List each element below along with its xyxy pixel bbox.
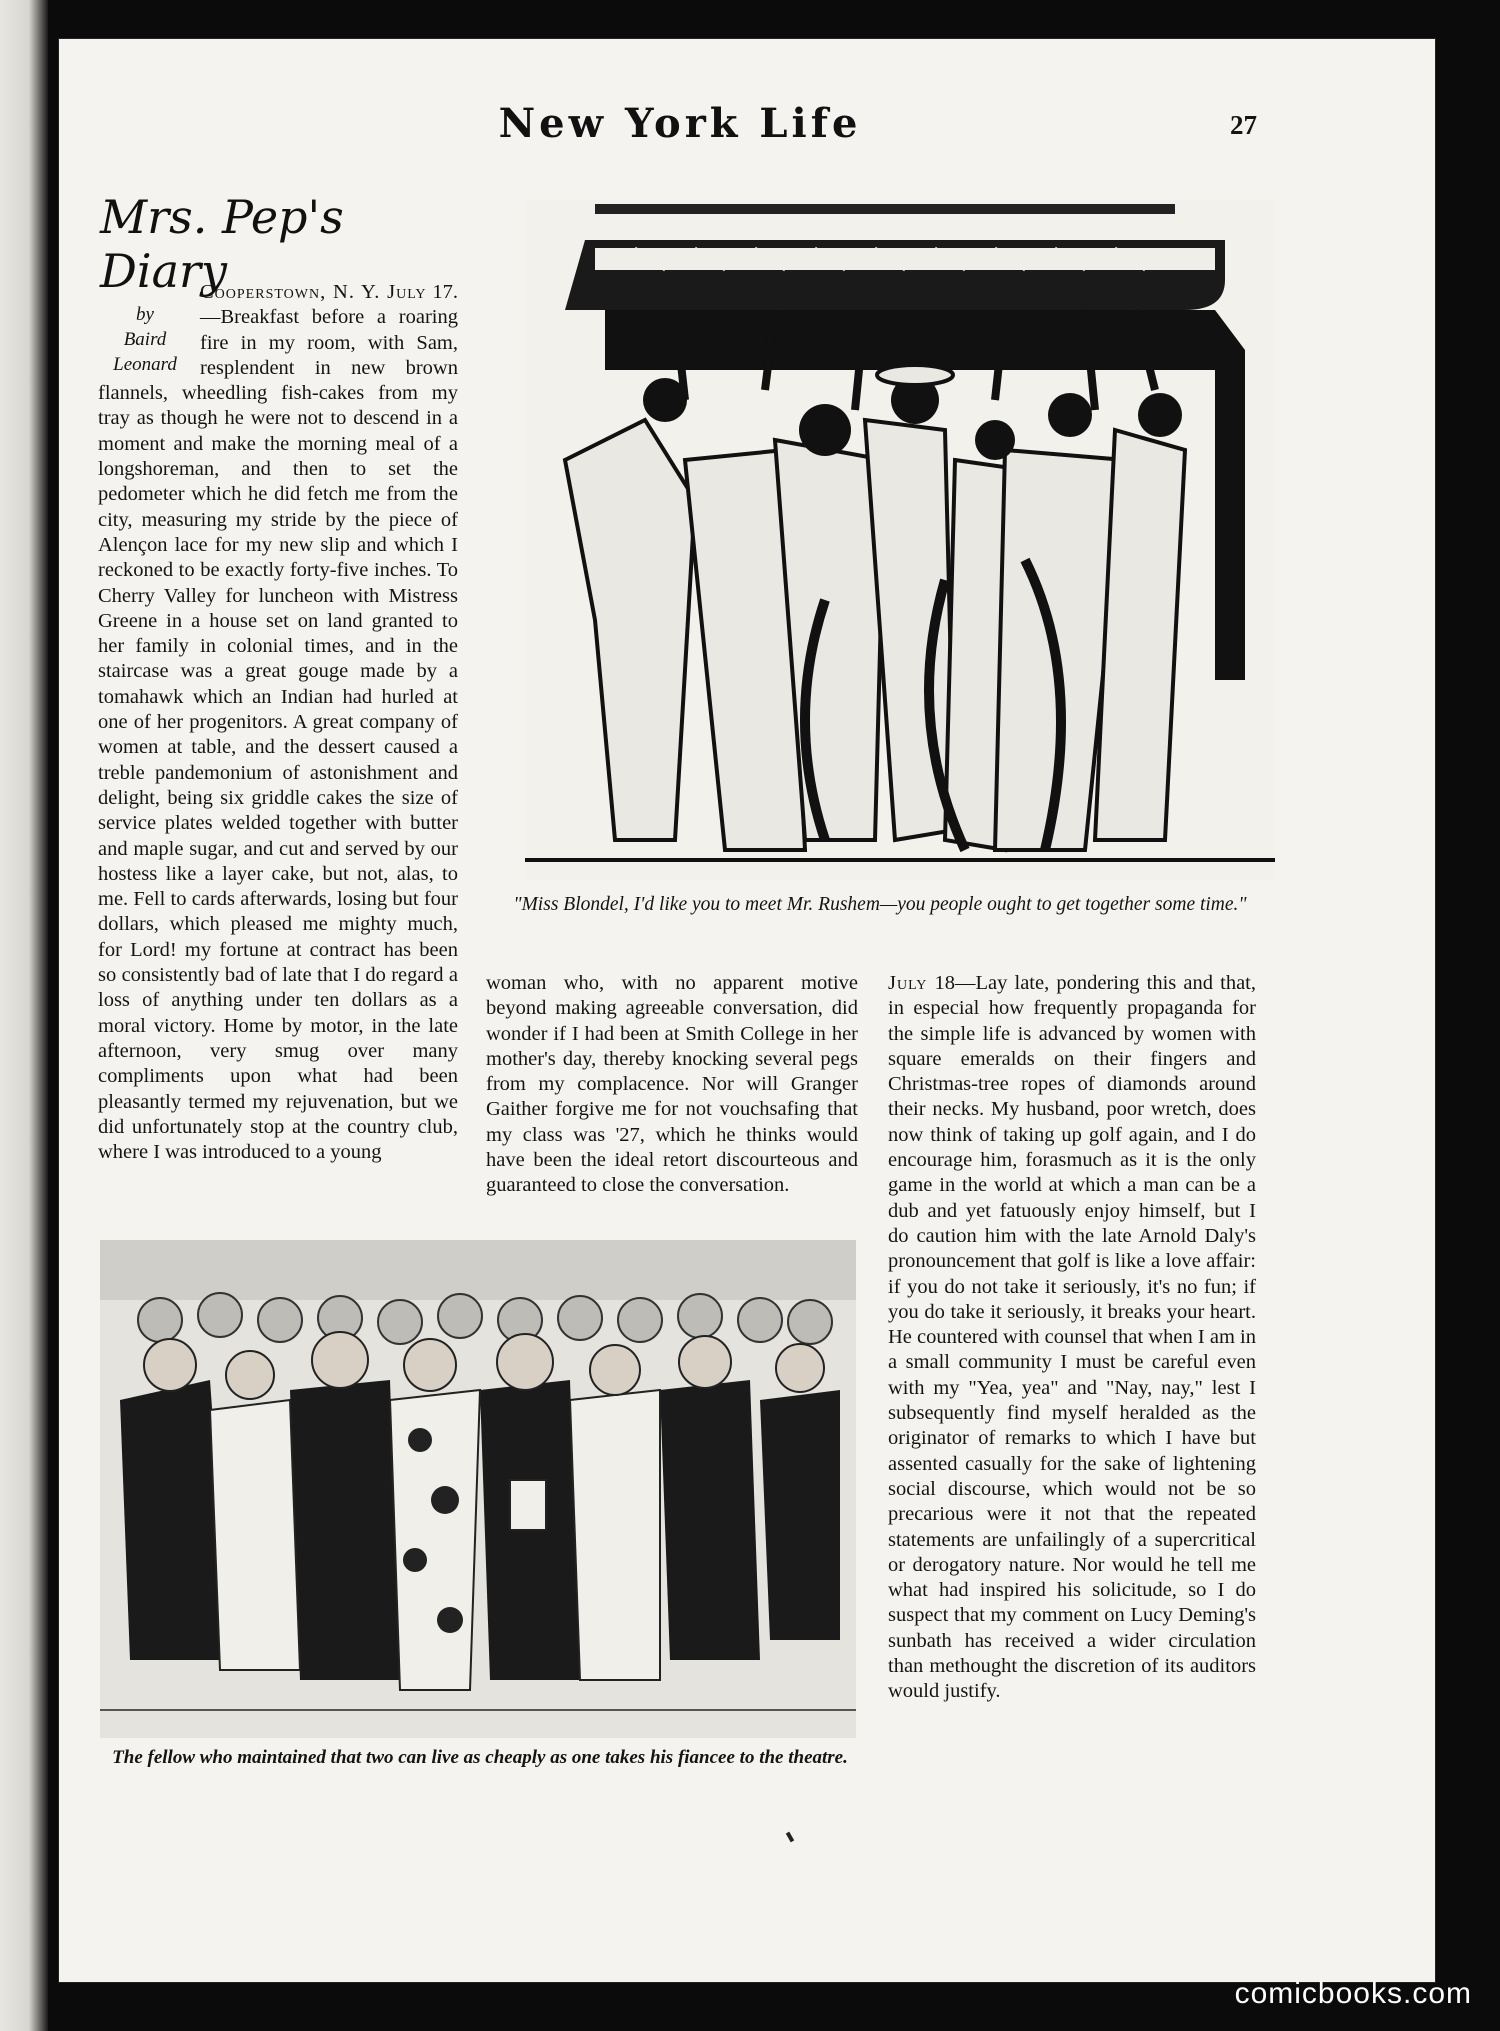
byline-by: by	[136, 304, 154, 325]
article-column-1	[98, 280, 458, 1165]
article-column-2: woman who, with no apparent motive beyond making agreeable conversation, did wonder if I had been at Smith College in her mother's day, thereby knocking several pegs from my complacence. Nor will Granger Gaither forgive me for not vouchsafing that my class was '27, which he thinks would have been the ideal retort discourteous and guaranteed to close the conversation.	[486, 972, 858, 1197]
theatre-audience-illustration	[100, 1240, 856, 1738]
illustration-1-caption: "Miss Blondel, I'd like you to meet Mr. Rushem—you people ought to get together some time."	[513, 894, 1247, 915]
previous-page-edge	[0, 0, 48, 2031]
byline-last-name: Leonard	[113, 354, 177, 375]
column-3-text: 18—Lay late, pondering this and that, in especial how frequently propaganda for the simple life is advanced by women with square emeralds on their fingers and Christmas-tree ropes of diamonds around their necks. My husband, poor wretch, does now think of taking up golf again, and I do encourage him, forasmuch as it is the only game in the world at which a man can be a dub and yet fatuously enjoy himself, but I do caution him with the late Arnold Daly's pronouncement that golf is like a love affair: if you do not take it seriously, it's no fun; if you do take it seriously, it breaks your heart. He countered with counsel that when I am in a small community I must be careful even with my "Yea, yea" and "Nay, nay," lest I subsequently find myself heralded as the originator of remarks to which I have but assented casually for the sake of lightening social discourse, which would not be so precarious were it not that the repeated statements are unfailingly of a supercritical or derogatory nature. Nor would he tell me what had inspired his solicitude, so I do suspect that my comment on Lucy Deming's sunbath has received a wider circulation than methought the discretion of its auditors would justify.	[888, 972, 1256, 1703]
column-1-text: 17.—Breakfast before a roaring fire in my room, with Sam, resplendent in new brown flannels, wheedling fish-cakes from my tray as though he were not to descend in a moment and make the morning meal of a longshoreman, and then to set the pedometer which he did fetch me from the city, measuring my stride by the piece of Alençon lace for my new slip and which I reckoned to be exactly forty-five inches. To Cherry Valley for luncheon with Mistress Greene in a house set on land granted to her family in colonial times, and in the staircase was a great gouge made by a tomahawk which an Indian had hurled at one of her progenitors. A great company of women at table, and the dessert caused a treble pandemonium of astonishment and delight, being six griddle cakes the size of service plates welded together with butter and maple sugar, and cut and served by our hostess like a layer cake, but not, alas, to me. Fell to cards afterwards, losing but four dollars, which pleased me mighty much, for Lord! my fortune at contract has been so consistently bad of late that I do regard a loss of anything under ten dollars as a moral victory. Home by motor, in the late afternoon, very smug over many compliments upon what had been pleasantly termed my rejuvenation, but we did unfortunately stop at the country club, where I was introduced to a young	[98, 281, 458, 1164]
byline-first-name: Baird	[123, 329, 167, 350]
article-column-3	[888, 971, 1256, 1705]
article-title: Mrs. Pep's Diary	[100, 190, 344, 298]
dateline: Cooperstown, N. Y. July	[200, 281, 427, 303]
masthead: New York Life	[498, 100, 862, 147]
page-number: 27	[1230, 110, 1257, 140]
watermark: comicbooks.com	[1234, 1977, 1472, 2010]
subway-crowd-illustration	[525, 200, 1275, 880]
july-18-dateline: July	[888, 972, 928, 994]
illustration-2-caption: The fellow who maintained that two can live as cheaply as one takes his fiancee to the theatre.	[112, 1747, 848, 1768]
